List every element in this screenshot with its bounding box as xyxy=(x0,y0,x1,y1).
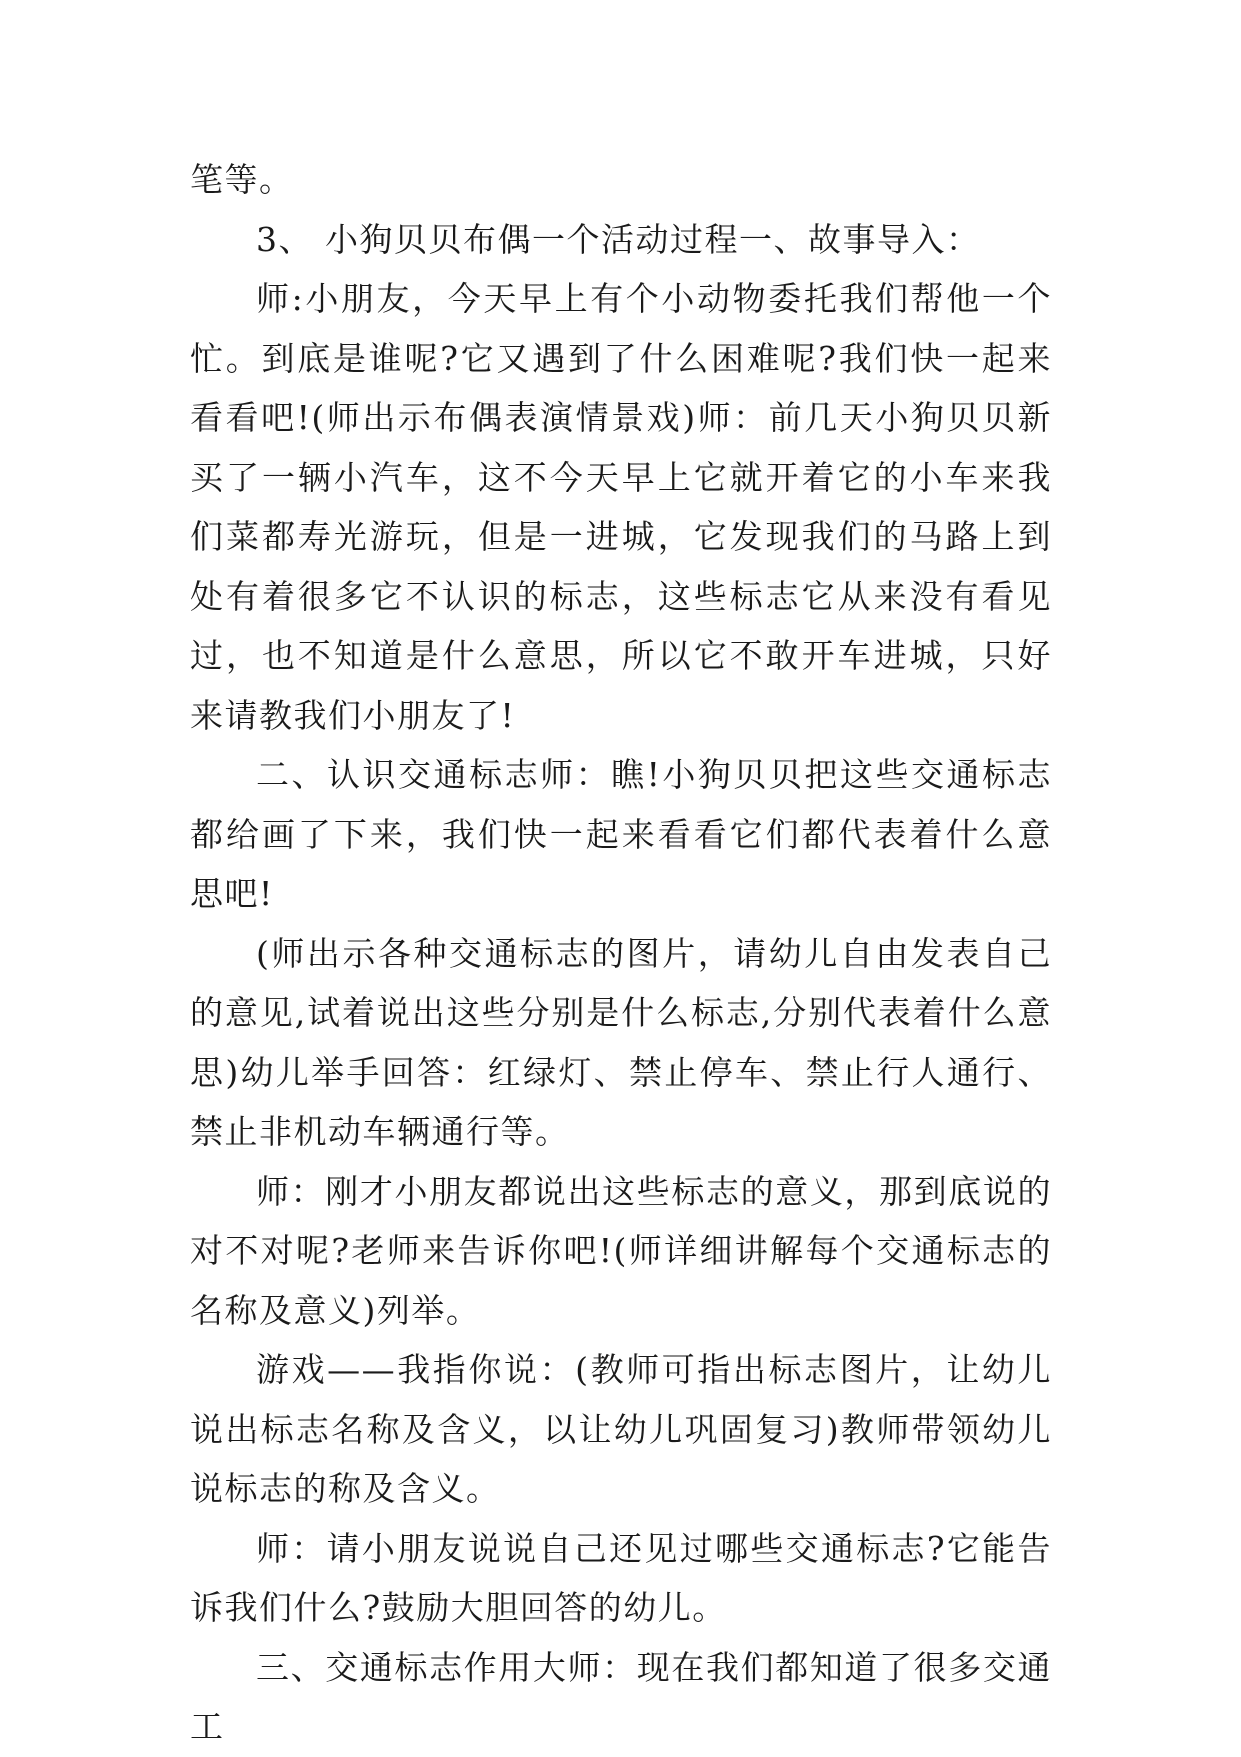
paragraph-9: 三、交通标志作用大师：现在我们都知道了很多交通工 xyxy=(190,1647,1052,1746)
paragraph-3: 师:小朋友，今天早上有个小动物委托我们帮他一个忙。到底是谁呢?它又遇到了什么困难呢?我们快一起来看看吧!(师出示布偶表演情景戏)师：前几天小狗贝贝新买了一辆小汽车，这不今天早上它就开着它的小车来我们菜都寿光游玩，但是一进城，它发现我们的马路上到处有着很多它不认识的标志，这些标志它从来没有看见过，也不知道是什么意思，所以它不敢开车进城，只好来请教我们小朋友了! xyxy=(190,279,1052,735)
document-body xyxy=(190,150,1052,1757)
paragraph-5: (师出示各种交通标志的图片，请幼儿自由发表自己的意见,试着说出这些分别是什么标志,分别代表着什么意思)幼儿举手回答：红绿灯、禁止停车、禁止行人通行、禁止非机动车辆通行等。 xyxy=(190,933,1052,1151)
paragraph-4: 二、认识交通标志师：瞧!小狗贝贝把这些交通标志都给画了下来，我们快一起来看看它们都代表着什么意思吧! xyxy=(190,755,1052,913)
paragraph-1: 笔等。 xyxy=(190,160,294,199)
paragraph-2: 3、 小狗贝贝布偶一个活动过程一、故事导入： xyxy=(256,219,981,259)
paragraph-6: 师：刚才小朋友都说出这些标志的意义，那到底说的对不对呢?老师来告诉你吧!(师详细讲解每个交通标志的名称及意义)列举。 xyxy=(190,1171,1052,1330)
paragraph-7: 游戏——我指你说：(教师可指出标志图片，让幼儿说出标志名称及含义，以让幼儿巩固复习)教师带领幼儿说标志的称及含义。 xyxy=(190,1350,1052,1508)
paragraph-8: 师：请小朋友说说自己还见过哪些交通标志?它能告诉我们什么?鼓励大胆回答的幼儿。 xyxy=(190,1528,1052,1627)
